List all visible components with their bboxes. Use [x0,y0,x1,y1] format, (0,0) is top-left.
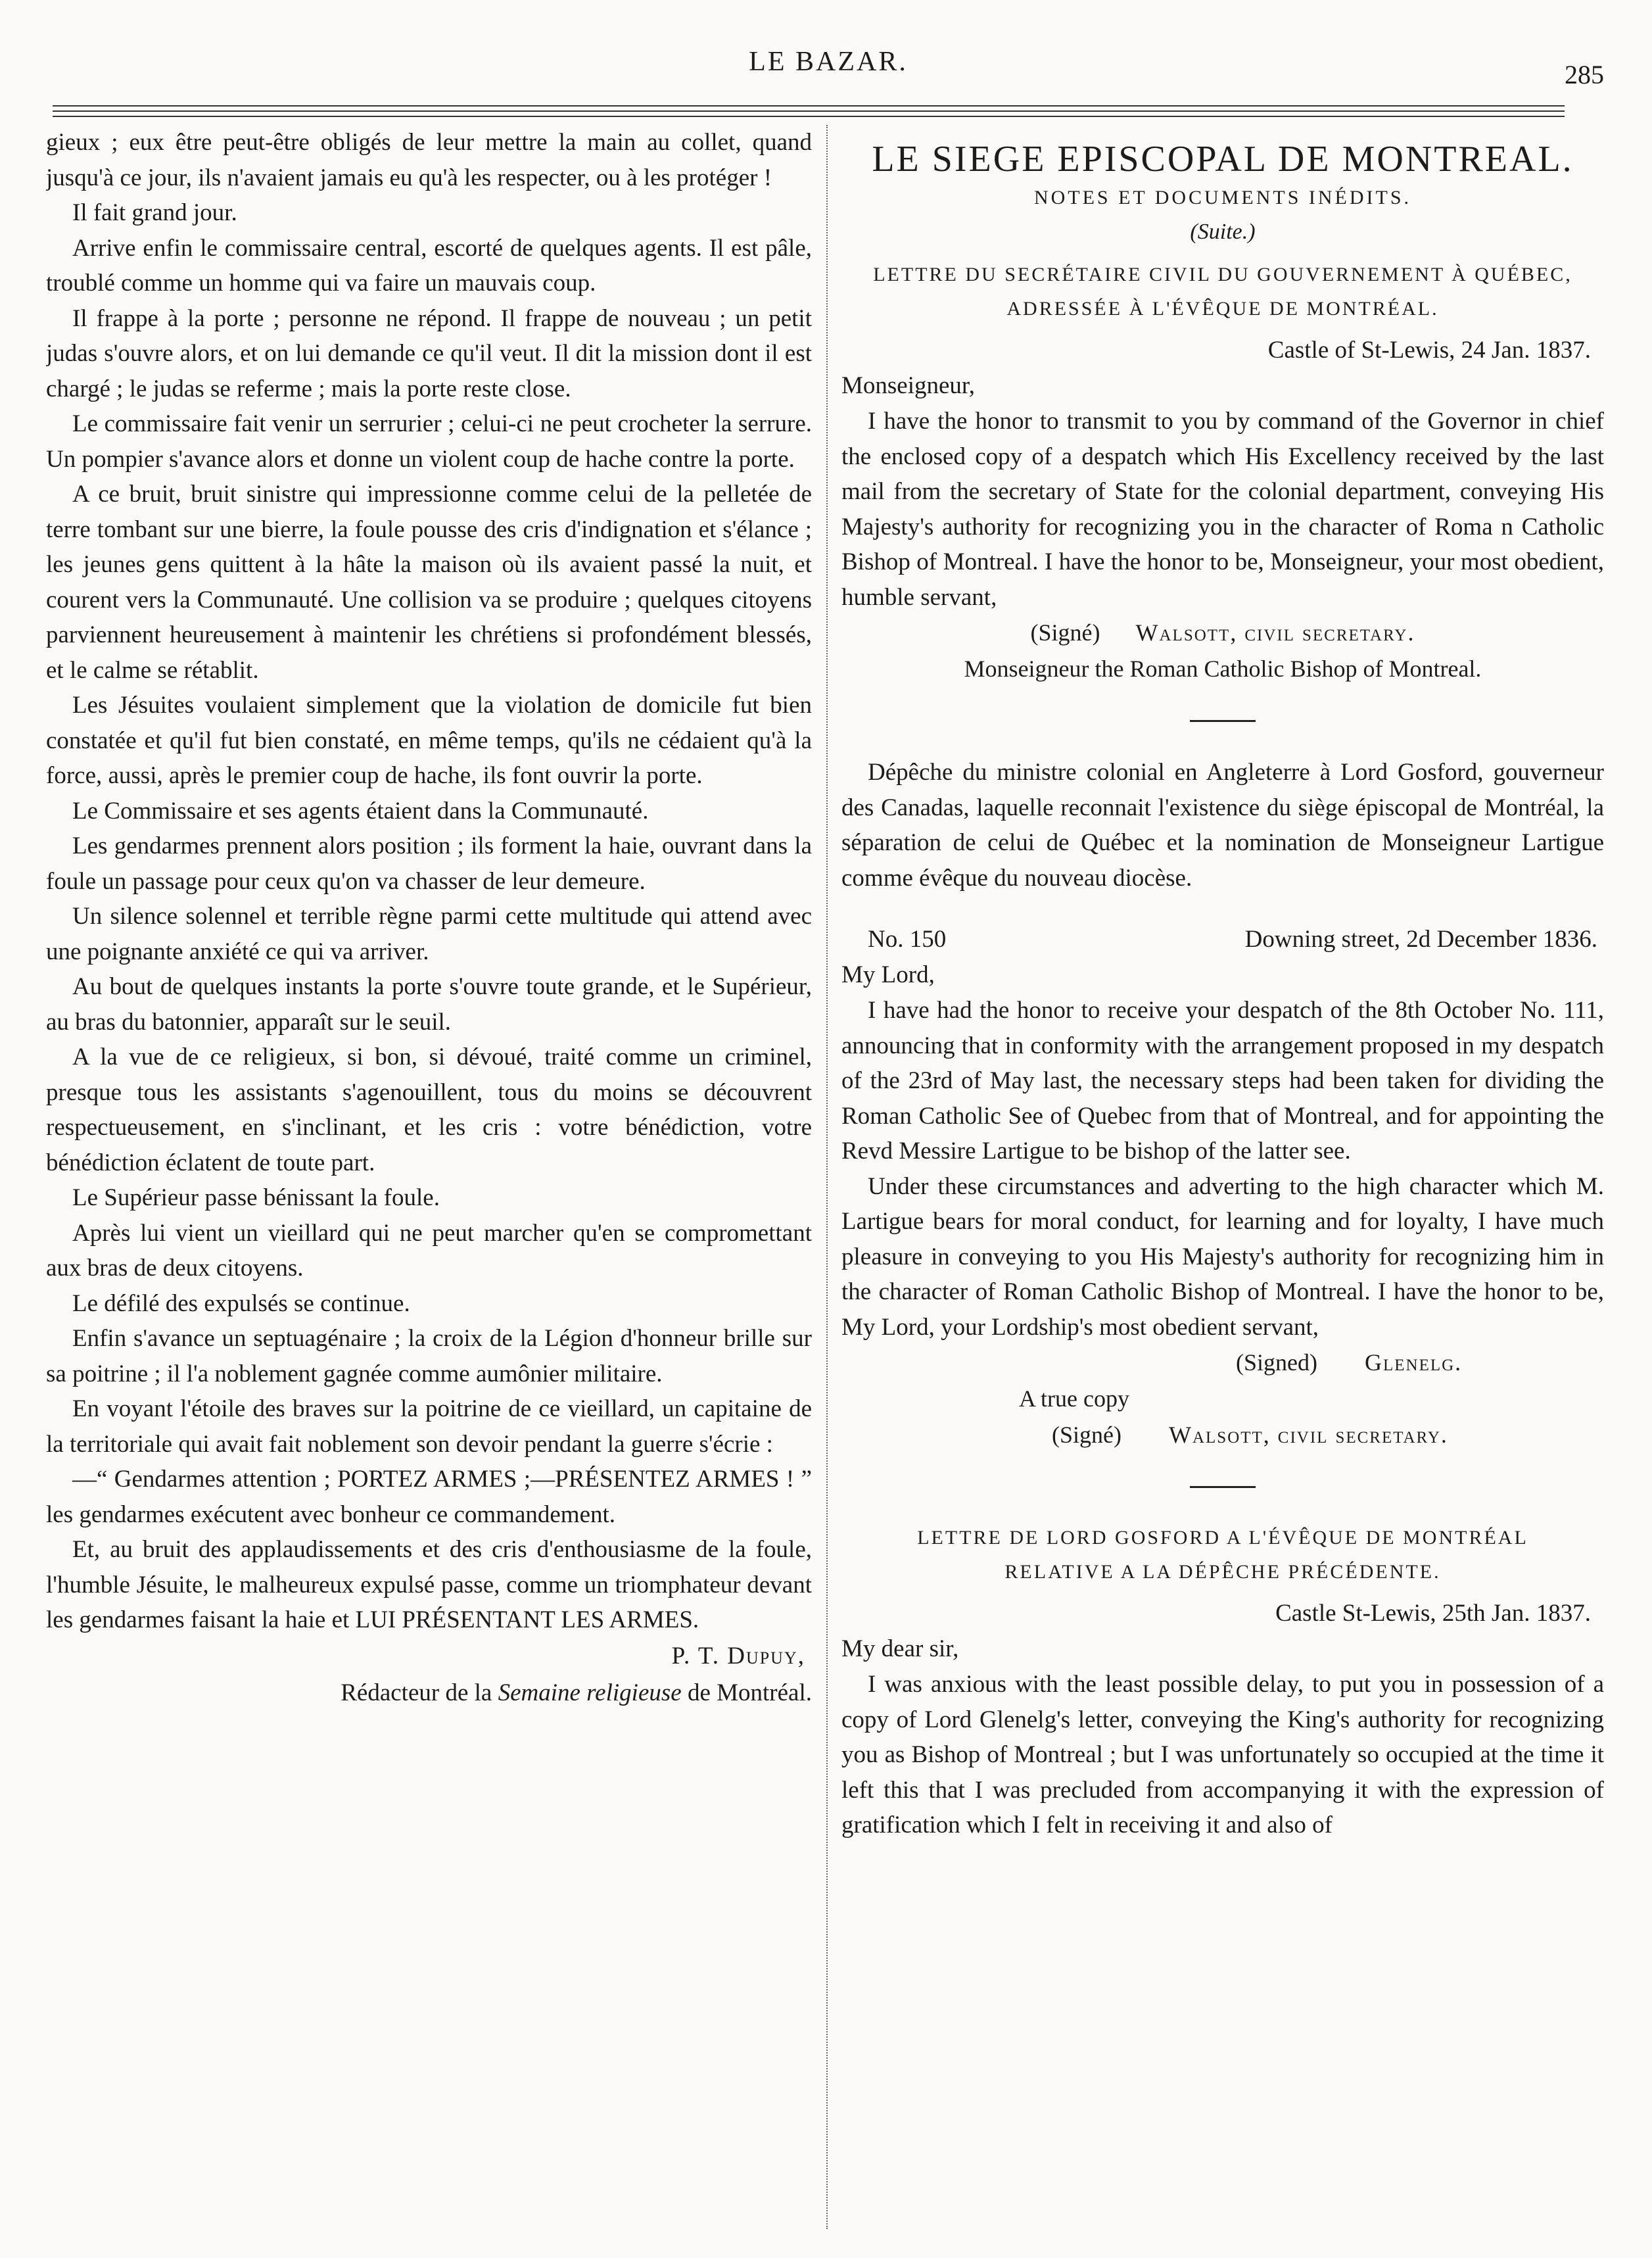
section-separator [1190,720,1256,722]
paragraph: Le commissaire fait venir un serrurier ; celui-ci ne peut crocheter la serrure. Un pompier s'avance alors et donne un violent coup de hache contre la porte. [46,410,812,473]
letter-salutation: My dear sir, [841,1635,959,1662]
column-divider [826,125,828,2229]
page-header [53,39,1604,112]
letter-body: I was anxious with the least possible delay, to put you in possession of a copy of Lord Glenelg's letter, conveying the King's authority for recognizing you as Bishop of Montreal ; but I was unfortunately so occupied at the time it left this that I was precluded from accompanying it with the expression of gratification which I felt in receiving it and also of [841,1671,1604,1838]
paragraph: A ce bruit, bruit sinistre qui impressionne comme celui de la pelletée de terre tombant sur une bierre, la foule pousse des cris d'indignation et s'élance ; les jeunes gens quittent à la hâte la maison où ils avaient passé la nuit, et courent vers la Communauté. Une collision va se produire ; quelques citoyens parviennent heureusement à maintenir les chrétiens si profondément blessés, et le calme se rétablit. [46,481,812,684]
continuation-label: (Suite.) [1190,220,1256,244]
paragraph: Le Commissaire et ses agents étaient dans la Communauté. [72,797,649,825]
header-rule [53,105,1565,107]
left-column [46,125,812,2229]
signed-name: Glenelg. [1364,1349,1463,1376]
author-role [46,1675,812,1712]
letter-dateline: Castle St-Lewis, 25th Jan. 1837. [1275,1600,1591,1627]
letter-number-line [841,922,1604,957]
signed-name: Walsott, civil secretary. [1168,1422,1448,1448]
paragraph: Au bout de quelques instants la porte s'ouvre toute grande, et le Supérieur, au bras du batonnier, apparaît sur le seuil. [46,973,812,1036]
paragraph: A la vue de ce religieux, si bon, si dévoué, traité comme un criminel, presque tous les assistants s'agenouillent, tous du moins se découvrent respectueusement, en s'inclinant, et les cris : votre bénédiction, votre bénédiction éclatent de toute part. [46,1044,812,1176]
author-role-prefix: Rédacteur de la [341,1679,492,1706]
author-name: P. T. Dupuy, [671,1642,805,1669]
letter-heading: LETTRE DU SECRÉTAIRE CIVIL DU GOUVERNEMENT À QUÉBEC, ADRESSÉE À L'ÉVÊQUE DE MONTRÉAL. [873,264,1572,320]
signed-name: Walsott, civil secretary. [1135,619,1415,646]
copy-signature [841,1417,1604,1453]
signed-label: (Signed) [1236,1349,1317,1376]
letter-body: I have had the honor to receive your despatch of the 8th October No. 111, announcing that in conformity with the arrangement proposed in my despatch of the 23rd of May last, the necessary steps had been taken for dividing the Roman Catholic See of Quebec from that of Montreal, and for appointing the Revd Messire Lartigue to be bishop of the latter see. [841,997,1604,1165]
despatch-number: No. 150 [868,926,947,953]
paragraph: Il fait grand jour. [72,199,237,226]
paragraph: Les Jésuites voulaient simplement que la violation de domicile fut bien constatée et qu'il fut bien constaté, en même temps, qu'ils ne cédaient qu'à la force, aussi, après le premier coup de hache, ils font ouvrir la porte. [46,692,812,789]
paragraph: Arrive enfin le commissaire central, escorté de quelques agents. Il est pâle, troublé comme un homme qui va faire un mauvais coup. [46,234,812,297]
running-head: LE BAZAR. [749,47,908,77]
letter-signature [841,615,1604,651]
paragraph: En voyant l'étoile des braves sur la poitrine de ce vieillard, un capitaine de la territoriale qui avait fait noblement son devoir pendant la guerre s'écrie : [46,1395,812,1458]
paragraph: Les gendarmes prennent alors position ; ils forment la haie, ouvrant dans la foule un passage pour ceux qu'on va chasser de leur demeure. [46,832,812,895]
paragraph: Le défilé des expulsés se continue. [72,1289,410,1317]
paragraph: Enfin s'avance un septuagénaire ; la croix de la Légion d'honneur brille sur sa poitrine ; il l'a noblement gagnée comme aumônier militaire. [46,1325,812,1387]
letter-addressee: Monseigneur the Roman Catholic Bishop of Montreal. [964,656,1482,682]
signed-label: (Signé) [1030,619,1100,646]
letter-body: I have the honor to transmit to you by command of the Governor in chief the enclosed copy of a despatch which His Excellency received by the last mail from the secretary of State for the colonial department, conveying His Majesty's authority for recognizing you in the character of Roma n Catholic Bishop of Montreal. I have the honor to be, Monseigneur, your most obedient, humble servant, [841,408,1604,611]
letter-dateline: Downing street, 2d December 1836. [1244,926,1597,953]
letter-salutation: My Lord, [841,961,935,988]
publication-name: Semaine religieuse [498,1679,682,1706]
letter-salutation: Monseigneur, [841,372,976,399]
letter-signature [841,1345,1604,1381]
right-column [841,125,1604,2229]
paragraph: —“ Gendarmes attention ; PORTEZ ARMES ;—PRÉSENTEZ ARMES ! ” les gendarmes exécutent avec bonheur ce commandement. [46,1466,812,1528]
article-title: LE SIEGE EPISCOPAL DE MONTREAL. [872,139,1574,180]
paragraph: Il frappe à la porte ; personne ne répond. Il frappe de nouveau ; un petit judas s'ouvre alors, et on lui demande ce qu'il veut. Il dit la mission dont il est chargé ; le judas se referme ; mais la porte reste close. [46,304,812,402]
page-number: 285 [1565,60,1604,89]
article-subtitle: NOTES ET DOCUMENTS INÉDITS. [1033,187,1412,208]
paragraph: gieux ; eux être peut-être obligés de leur mettre la main au collet, quand jusqu'à ce jour, ils n'avaient jamais eu qu'à les respecter, ou à les protéger ! [46,129,812,191]
document-intro: Dépêche du ministre colonial en Angleterre à Lord Gosford, gouverneur des Canadas, laquelle reconnait l'existence du siège épiscopal de Montréal, la séparation de celui de Québec et la nomination de Monseigneur Lartigue comme évêque du nouveau diocèse. [841,759,1604,892]
signed-label: (Signé) [1052,1422,1121,1448]
header-rule [53,110,1565,112]
letter-body: Under these circumstances and adverting to the high character which M. Lartigue bears for moral conduct, for learning and for loyalty, I have much pleasure in conveying to you His Majesty's authority for recognizing him in the character of Roman Catholic Bishop of Montreal. I have the honor to be, My Lord, your Lordship's most obedient servant, [841,1172,1604,1341]
header-rule [53,116,1565,117]
paragraph: Un silence solennel et terrible règne parmi cette multitude qui attend avec une poignante anxiété ce qui va arriver. [46,903,812,965]
author-role-suffix: de Montréal. [687,1679,812,1706]
author-signature [46,1638,812,1675]
paragraph: Après lui vient un vieillard qui ne peut marcher qu'en se compromettant aux bras de deux citoyens. [46,1219,812,1282]
section-separator [1190,1486,1256,1488]
paragraph: Le Supérieur passe bénissant la foule. [72,1184,440,1211]
letter-dateline: Castle of St-Lewis, 24 Jan. 1837. [1267,337,1591,364]
true-copy-label: A true copy [1019,1385,1129,1412]
paragraph: Et, au bruit des applaudissements et des cris d'enthousiasme de la foule, l'humble Jésuite, le malheureux expulsé passe, comme un triomphateur devant les gendarmes faisant la haie et LUI PRÉSENTANT LES ARMES. [46,1536,812,1633]
letter-heading: LETTRE DE LORD GOSFORD A L'ÉVÊQUE DE MONTRÉAL RELATIVE A LA DÉPÊCHE PRÉCÉDENTE. [917,1527,1528,1583]
